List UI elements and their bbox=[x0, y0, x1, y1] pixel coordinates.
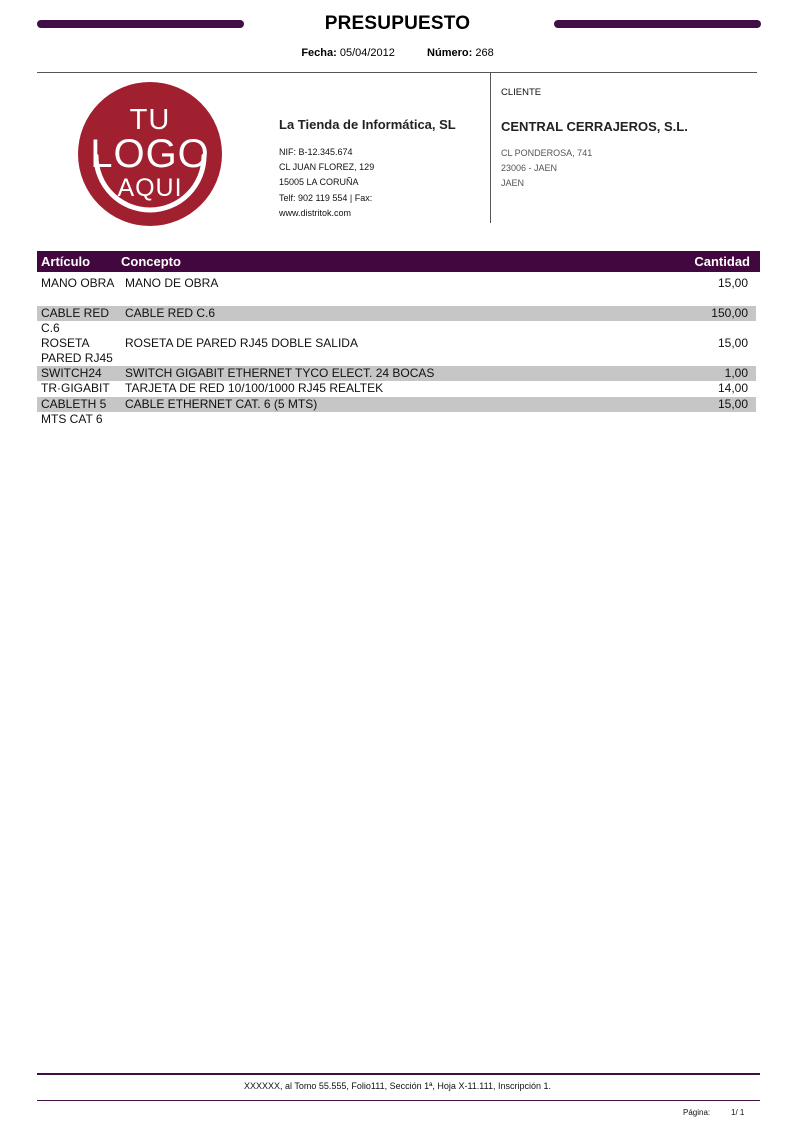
row-article: MANO OBRA bbox=[41, 276, 115, 290]
header-article: Artículo bbox=[41, 254, 91, 269]
row-article: CABLETH 5 MTS CAT 6 bbox=[41, 397, 107, 426]
footer-divider-bottom bbox=[37, 1100, 760, 1101]
logo-text-tu: TU bbox=[129, 104, 171, 136]
row-quantity: 15,00 bbox=[717, 276, 748, 290]
row-article: ROSETA PARED RJ45 bbox=[41, 336, 113, 365]
company-address: CL JUAN FLOREZ, 129 bbox=[279, 162, 375, 173]
header-divider bbox=[37, 72, 757, 73]
row-quantity: 1,00 bbox=[724, 366, 748, 380]
date-label: Fecha: bbox=[301, 47, 337, 59]
row-concept: CABLE RED C.6 bbox=[125, 306, 216, 320]
document-meta bbox=[0, 47, 795, 59]
row-article: SWITCH24 bbox=[41, 366, 102, 380]
row-concept: ROSETA DE PARED RJ45 DOBLE SALIDA bbox=[125, 336, 358, 350]
number-value: 268 bbox=[475, 47, 494, 59]
company-name: La Tienda de Informática, SL bbox=[279, 117, 456, 132]
company-details bbox=[279, 145, 374, 221]
date-value: 05/04/2012 bbox=[339, 47, 395, 59]
client-postal: 23006 - JAEN bbox=[501, 163, 558, 174]
company-nif: NIF: B-12.345.674 bbox=[279, 147, 353, 157]
footer-registry: XXXXXX, al Tomo 55.555, Folio111, Sección 1ª, Hoja X-11.111, Inscripción 1. bbox=[243, 1081, 551, 1091]
client-address: CL PONDEROSA, 741 bbox=[501, 148, 593, 158]
row-concept: TARJETA DE RED 10/100/1000 RJ45 REALTEK bbox=[125, 381, 384, 395]
logo bbox=[78, 82, 222, 226]
document-title: PRESUPUESTO bbox=[324, 13, 471, 34]
row-quantity: 15,00 bbox=[717, 336, 748, 350]
client-divider bbox=[490, 73, 491, 223]
company-phone: Telf: 902 119 554 | Fax: bbox=[279, 192, 373, 203]
footer-divider-top bbox=[37, 1073, 760, 1075]
header-quantity: Cantidad bbox=[694, 254, 750, 269]
number-label: Número: bbox=[427, 47, 473, 59]
client-label: CLIENTE bbox=[501, 87, 542, 98]
client-details bbox=[501, 146, 592, 192]
row-concept: CABLE ETHERNET CAT. 6 (5 MTS) bbox=[125, 397, 318, 411]
row-concept: MANO DE OBRA bbox=[125, 276, 219, 290]
row-quantity: 14,00 bbox=[717, 381, 748, 395]
company-website: www.distritok.com bbox=[279, 207, 352, 218]
row-quantity: 150,00 bbox=[711, 306, 748, 320]
logo-text-logo: LOGO bbox=[90, 132, 210, 176]
company-city: 15005 LA CORUÑA bbox=[279, 177, 359, 188]
row-concept: SWITCH GIGABIT ETHERNET TYCO ELECT. 24 BOCAS bbox=[125, 366, 435, 380]
logo-text-aqui: AQUI bbox=[117, 174, 183, 202]
row-article: CABLE RED C.6 bbox=[41, 306, 110, 335]
page-label: Página: bbox=[683, 1108, 711, 1117]
row-article: TR·GIGABIT bbox=[41, 381, 110, 395]
client-name: CENTRAL CERRAJEROS, S.L. bbox=[501, 119, 688, 134]
row-quantity: 15,00 bbox=[717, 397, 748, 411]
header-concept: Concepto bbox=[121, 254, 181, 269]
page-number: 1/ 1 bbox=[731, 1108, 745, 1117]
client-province: JAEN bbox=[501, 178, 525, 189]
table-header bbox=[37, 251, 760, 272]
